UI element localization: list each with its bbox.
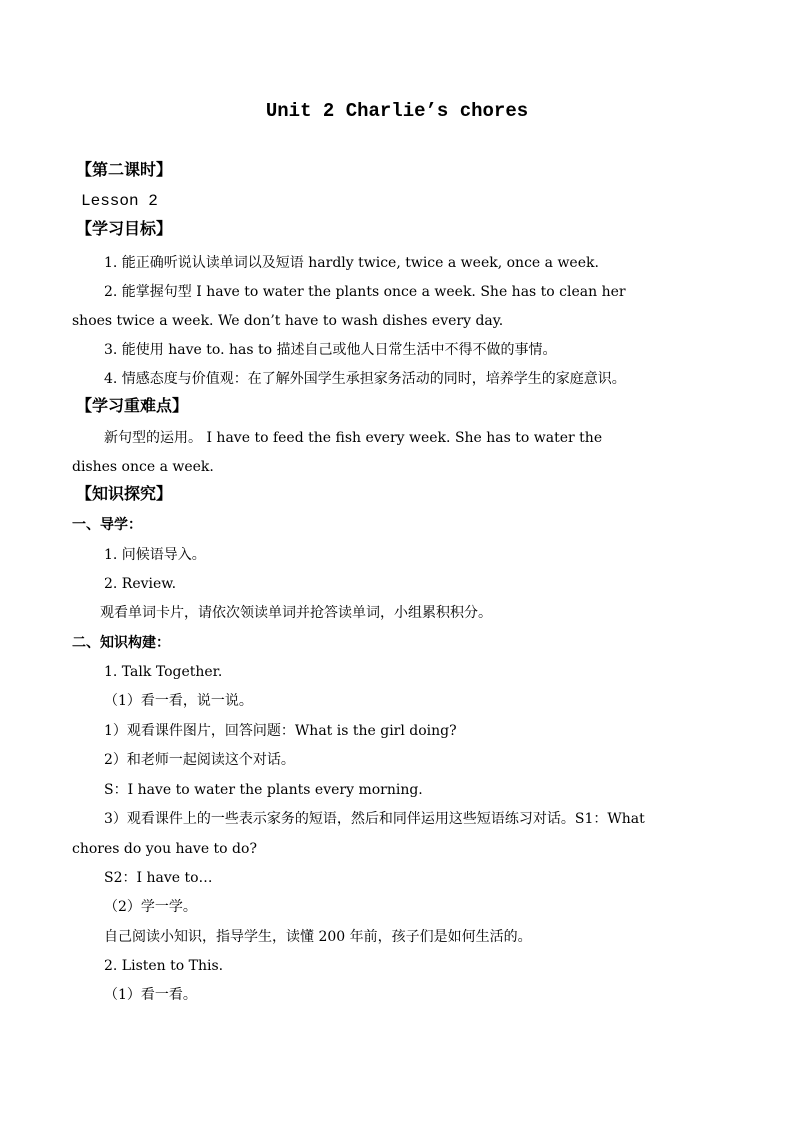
objective-line: 4. 情感态度与价值观：在了解外国学生承担家务活动的同时，培养学生的家庭意识。 [104,371,626,387]
list-item: 1. 问候语导入。 [104,547,206,563]
exploration-heading: 【知识探究】 [76,484,173,503]
session-heading: 【第二课时】 [76,160,173,179]
key-point-line: dishes once a week. [72,459,214,475]
objective-line: 3. 能使用 have to. has to 描述自己或他人日常生活中不得不做的事情。 [104,342,557,358]
list-item: 观看单词卡片，请依次领读单词并抢答读单词，小组累积积分。 [100,605,492,621]
list-item: 3）观看课件上的一些表示家务的短语，然后和同伴运用这些短语练习对话。S1：What [104,811,645,827]
objective-line: 2. 能掌握句型 I have to water the plants once a week. She has to clean her [104,284,626,300]
list-item: 1）观看课件图片，回答问题：What is the girl doing? [104,723,457,739]
key-point-line: 新句型的运用。 I have to feed the fish every week. She has to water the [104,430,603,446]
part2-heading: 二、知识构建： [72,635,170,651]
document-title: Unit 2 Charlie’s chores [265,100,529,122]
list-item: 1. Talk Together. [104,664,223,680]
list-item: （1）看一看，说一说。 [104,693,253,709]
list-item: S：I have to water the plants every morning. [104,782,423,798]
objective-line: shoes twice a week. We don’t have to wash dishes every day. [72,313,504,329]
objective-line: 1. 能正确听说认读单词以及短语 hardly twice, twice a week, once a week. [104,255,599,271]
list-item: 2. Review. [104,576,177,592]
list-item: 2. Listen to This. [104,958,224,974]
list-item: 2）和老师一起阅读这个对话。 [104,752,295,768]
part1-heading: 一、导学： [72,517,142,533]
list-item: 自己阅读小知识，指导学生，读懂 200 年前，孩子们是如何生活的。 [104,929,532,945]
list-item: chores do you have to do? [72,841,257,857]
lesson-label: Lesson 2 [81,192,158,210]
key-points-heading: 【学习重难点】 [76,396,189,415]
list-item: S2：I have to… [104,870,213,886]
list-item: （1）看一看。 [104,987,197,1003]
objectives-heading: 【学习目标】 [76,219,173,238]
list-item: （2）学一学。 [104,899,197,915]
